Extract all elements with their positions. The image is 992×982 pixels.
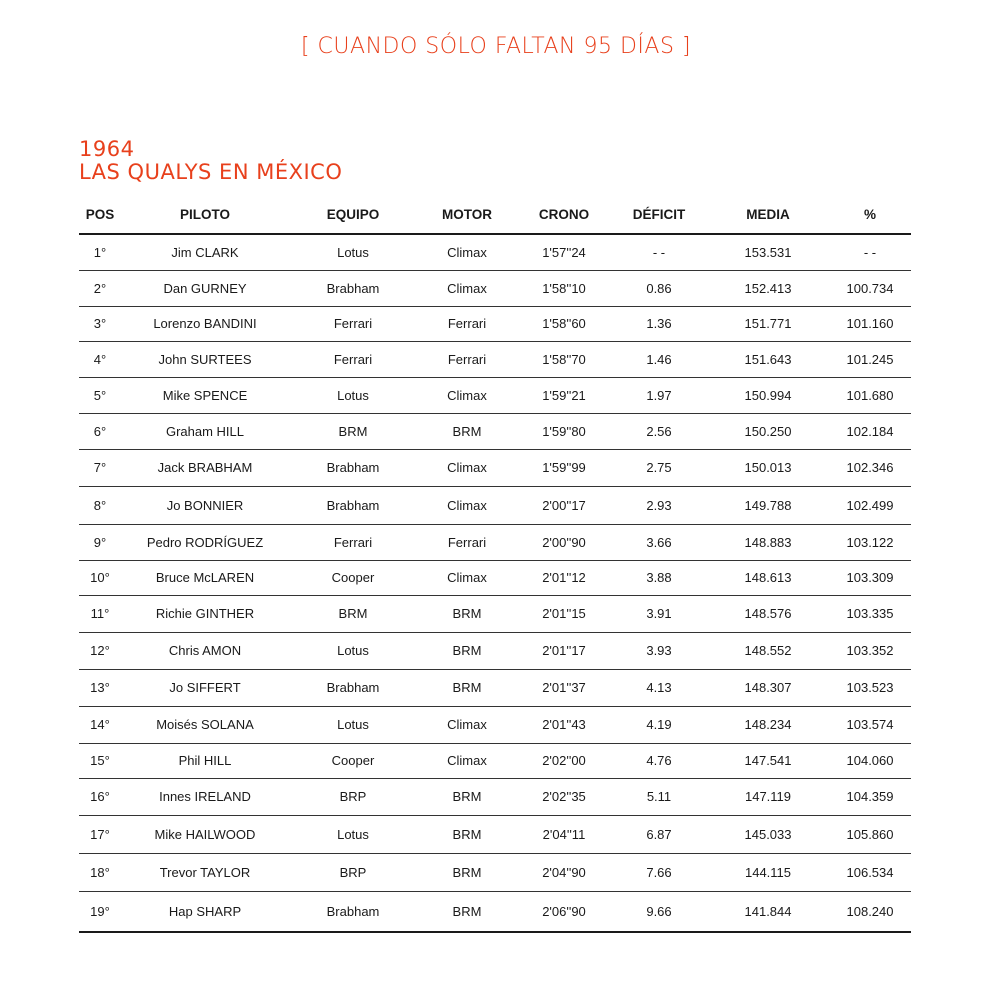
cell-media: 147.541 <box>707 743 829 778</box>
cell-motor: Climax <box>417 377 517 413</box>
cell-deficit: - - <box>611 234 707 270</box>
cell-percent: 103.122 <box>829 524 911 560</box>
cell-piloto: Graham HILL <box>121 413 289 449</box>
cell-pos: 6° <box>79 413 121 449</box>
cell-crono: 2'01''12 <box>517 560 611 595</box>
cell-crono: 2'04''11 <box>517 815 611 853</box>
cell-equipo: Ferrari <box>289 524 417 560</box>
header-crono: CRONO <box>517 195 611 234</box>
cell-crono: 1'58''10 <box>517 270 611 306</box>
table-row <box>79 632 911 669</box>
cell-crono: 1'59''99 <box>517 449 611 486</box>
cell-deficit: 4.76 <box>611 743 707 778</box>
table-row <box>79 524 911 560</box>
cell-equipo: Ferrari <box>289 341 417 377</box>
cell-media: 141.844 <box>707 891 829 932</box>
cell-percent: 103.574 <box>829 706 911 743</box>
cell-media: 150.250 <box>707 413 829 449</box>
cell-equipo: Ferrari <box>289 306 417 341</box>
cell-deficit: 3.88 <box>611 560 707 595</box>
cell-deficit: 7.66 <box>611 853 707 891</box>
cell-crono: 2'00''90 <box>517 524 611 560</box>
cell-deficit: 3.93 <box>611 632 707 669</box>
cell-crono: 1'57''24 <box>517 234 611 270</box>
cell-media: 150.013 <box>707 449 829 486</box>
cell-piloto: Moisés SOLANA <box>121 706 289 743</box>
cell-deficit: 6.87 <box>611 815 707 853</box>
cell-piloto: Pedro RODRÍGUEZ <box>121 524 289 560</box>
cell-percent: 101.245 <box>829 341 911 377</box>
cell-motor: BRM <box>417 815 517 853</box>
cell-media: 148.883 <box>707 524 829 560</box>
cell-equipo: BRP <box>289 853 417 891</box>
cell-crono: 2'01''15 <box>517 595 611 632</box>
cell-pos: 10° <box>79 560 121 595</box>
cell-pos: 19° <box>79 891 121 932</box>
table-row <box>79 270 911 306</box>
cell-pos: 16° <box>79 778 121 815</box>
cell-crono: 2'04''90 <box>517 853 611 891</box>
cell-media: 150.994 <box>707 377 829 413</box>
cell-equipo: Lotus <box>289 815 417 853</box>
cell-motor: Climax <box>417 560 517 595</box>
cell-pos: 13° <box>79 669 121 706</box>
cell-percent: 103.335 <box>829 595 911 632</box>
cell-equipo: Cooper <box>289 560 417 595</box>
cell-equipo: Brabham <box>289 669 417 706</box>
cell-piloto: Phil HILL <box>121 743 289 778</box>
cell-pos: 3° <box>79 306 121 341</box>
cell-media: 149.788 <box>707 486 829 524</box>
cell-piloto: Bruce McLAREN <box>121 560 289 595</box>
cell-crono: 2'02''35 <box>517 778 611 815</box>
cell-piloto: John SURTEES <box>121 341 289 377</box>
cell-pos: 14° <box>79 706 121 743</box>
cell-percent: 106.534 <box>829 853 911 891</box>
cell-equipo: BRP <box>289 778 417 815</box>
table-row <box>79 891 911 932</box>
cell-piloto: Mike SPENCE <box>121 377 289 413</box>
cell-crono: 2'00''17 <box>517 486 611 524</box>
cell-pos: 1° <box>79 234 121 270</box>
table-row <box>79 234 911 270</box>
cell-pos: 18° <box>79 853 121 891</box>
cell-piloto: Jim CLARK <box>121 234 289 270</box>
table-row <box>79 595 911 632</box>
cell-piloto: Innes IRELAND <box>121 778 289 815</box>
cell-motor: Climax <box>417 234 517 270</box>
cell-equipo: Brabham <box>289 449 417 486</box>
cell-percent: 103.352 <box>829 632 911 669</box>
cell-equipo: Lotus <box>289 234 417 270</box>
cell-pos: 5° <box>79 377 121 413</box>
cell-percent: 108.240 <box>829 891 911 932</box>
cell-crono: 2'02''00 <box>517 743 611 778</box>
banner-title: [ CUANDO SÓLO FALTAN 95 DÍAS ] <box>300 34 691 59</box>
cell-media: 145.033 <box>707 815 829 853</box>
cell-pos: 15° <box>79 743 121 778</box>
heading-title: LAS QUALYS EN MÉXICO <box>79 160 343 184</box>
cell-percent: 101.160 <box>829 306 911 341</box>
cell-media: 148.307 <box>707 669 829 706</box>
cell-percent: 102.499 <box>829 486 911 524</box>
cell-percent: - - <box>829 234 911 270</box>
cell-motor: BRM <box>417 413 517 449</box>
cell-crono: 1'58''70 <box>517 341 611 377</box>
cell-crono: 2'01''17 <box>517 632 611 669</box>
cell-media: 148.576 <box>707 595 829 632</box>
cell-percent: 103.523 <box>829 669 911 706</box>
cell-piloto: Mike HAILWOOD <box>121 815 289 853</box>
cell-crono: 2'06''90 <box>517 891 611 932</box>
cell-crono: 1'59''80 <box>517 413 611 449</box>
table-row <box>79 413 911 449</box>
cell-deficit: 3.66 <box>611 524 707 560</box>
cell-piloto: Jo SIFFERT <box>121 669 289 706</box>
table-header-row <box>79 195 911 234</box>
cell-motor: Climax <box>417 743 517 778</box>
cell-equipo: Lotus <box>289 632 417 669</box>
cell-motor: BRM <box>417 853 517 891</box>
cell-piloto: Chris AMON <box>121 632 289 669</box>
cell-motor: Climax <box>417 486 517 524</box>
cell-motor: BRM <box>417 632 517 669</box>
cell-pos: 12° <box>79 632 121 669</box>
cell-crono: 1'58''60 <box>517 306 611 341</box>
table-row <box>79 377 911 413</box>
header-motor: MOTOR <box>417 195 517 234</box>
table-row <box>79 815 911 853</box>
cell-deficit: 1.36 <box>611 306 707 341</box>
table-row <box>79 306 911 341</box>
header-pos: POS <box>79 195 121 234</box>
table-row <box>79 449 911 486</box>
cell-media: 152.413 <box>707 270 829 306</box>
cell-media: 148.613 <box>707 560 829 595</box>
cell-equipo: Brabham <box>289 270 417 306</box>
cell-equipo: Cooper <box>289 743 417 778</box>
cell-percent: 104.060 <box>829 743 911 778</box>
table-row <box>79 853 911 891</box>
cell-deficit: 2.75 <box>611 449 707 486</box>
cell-percent: 103.309 <box>829 560 911 595</box>
table-row <box>79 486 911 524</box>
cell-media: 144.115 <box>707 853 829 891</box>
cell-motor: Climax <box>417 706 517 743</box>
cell-piloto: Jo BONNIER <box>121 486 289 524</box>
table-row <box>79 706 911 743</box>
cell-equipo: BRM <box>289 595 417 632</box>
cell-pos: 8° <box>79 486 121 524</box>
cell-motor: Climax <box>417 449 517 486</box>
table-row <box>79 341 911 377</box>
cell-piloto: Hap SHARP <box>121 891 289 932</box>
cell-deficit: 5.11 <box>611 778 707 815</box>
cell-percent: 101.680 <box>829 377 911 413</box>
cell-motor: BRM <box>417 595 517 632</box>
cell-equipo: BRM <box>289 413 417 449</box>
cell-motor: BRM <box>417 891 517 932</box>
cell-pos: 9° <box>79 524 121 560</box>
cell-media: 151.643 <box>707 341 829 377</box>
cell-media: 148.552 <box>707 632 829 669</box>
header-media: MEDIA <box>707 195 829 234</box>
cell-piloto: Lorenzo BANDINI <box>121 306 289 341</box>
cell-equipo: Lotus <box>289 377 417 413</box>
cell-pos: 4° <box>79 341 121 377</box>
cell-pos: 11° <box>79 595 121 632</box>
cell-pos: 7° <box>79 449 121 486</box>
header-percent: % <box>829 195 911 234</box>
cell-media: 147.119 <box>707 778 829 815</box>
cell-deficit: 2.93 <box>611 486 707 524</box>
header-equipo: EQUIPO <box>289 195 417 234</box>
cell-pos: 2° <box>79 270 121 306</box>
cell-equipo: Brabham <box>289 891 417 932</box>
table-row <box>79 560 911 595</box>
cell-crono: 2'01''43 <box>517 706 611 743</box>
cell-percent: 105.860 <box>829 815 911 853</box>
cell-percent: 104.359 <box>829 778 911 815</box>
cell-deficit: 3.91 <box>611 595 707 632</box>
cell-crono: 1'59''21 <box>517 377 611 413</box>
cell-deficit: 9.66 <box>611 891 707 932</box>
cell-piloto: Richie GINTHER <box>121 595 289 632</box>
cell-crono: 2'01''37 <box>517 669 611 706</box>
cell-deficit: 1.97 <box>611 377 707 413</box>
cell-deficit: 1.46 <box>611 341 707 377</box>
cell-deficit: 2.56 <box>611 413 707 449</box>
cell-media: 153.531 <box>707 234 829 270</box>
cell-equipo: Brabham <box>289 486 417 524</box>
cell-motor: Ferrari <box>417 306 517 341</box>
table-row <box>79 778 911 815</box>
cell-motor: Ferrari <box>417 524 517 560</box>
table-row <box>79 669 911 706</box>
cell-motor: BRM <box>417 778 517 815</box>
cell-percent: 102.346 <box>829 449 911 486</box>
cell-motor: Ferrari <box>417 341 517 377</box>
cell-media: 151.771 <box>707 306 829 341</box>
cell-deficit: 4.19 <box>611 706 707 743</box>
cell-piloto: Dan GURNEY <box>121 270 289 306</box>
cell-equipo: Lotus <box>289 706 417 743</box>
section-heading <box>79 138 342 184</box>
table-row <box>79 743 911 778</box>
cell-deficit: 4.13 <box>611 669 707 706</box>
cell-motor: Climax <box>417 270 517 306</box>
cell-deficit: 0.86 <box>611 270 707 306</box>
header-piloto: PILOTO <box>121 195 289 234</box>
cell-percent: 102.184 <box>829 413 911 449</box>
qualifying-table <box>79 195 911 933</box>
cell-media: 148.234 <box>707 706 829 743</box>
cell-motor: BRM <box>417 669 517 706</box>
cell-piloto: Trevor TAYLOR <box>121 853 289 891</box>
header-deficit: DÉFICIT <box>611 195 707 234</box>
cell-percent: 100.734 <box>829 270 911 306</box>
heading-year: 1964 <box>79 137 135 161</box>
cell-pos: 17° <box>79 815 121 853</box>
cell-piloto: Jack BRABHAM <box>121 449 289 486</box>
